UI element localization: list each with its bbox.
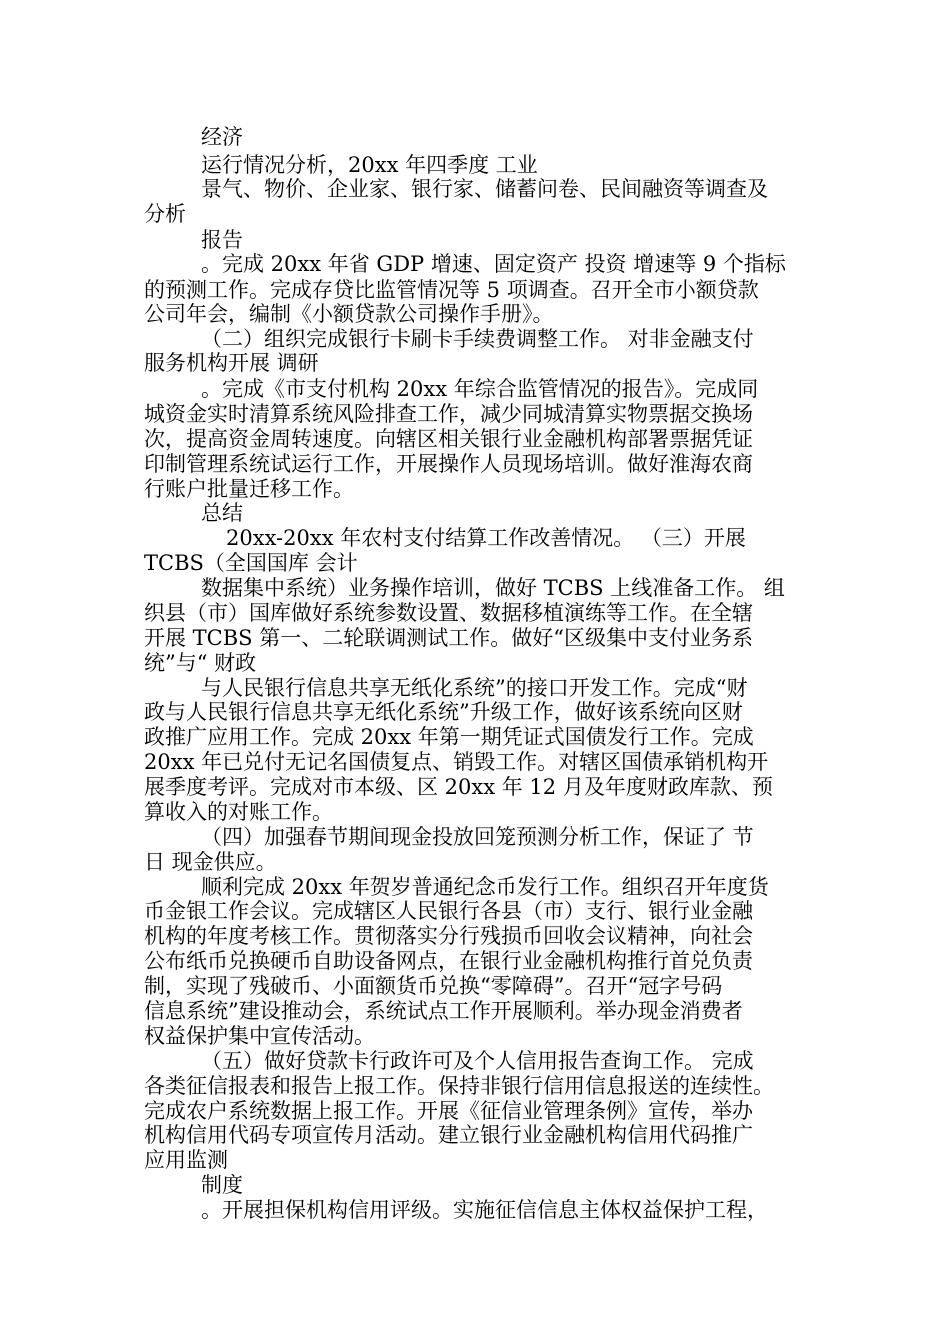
text-line: 印制管理系统试运行工作，开展操作人员现场培训。做好淮海农商 bbox=[144, 452, 753, 476]
text-line: 服务机构开展 调研 bbox=[144, 351, 319, 375]
text-line: 完成农户系统数据上报工作。开展《征信业管理条例》宣传，举办 bbox=[144, 1099, 753, 1123]
text-line: 行账户批量迁移工作。 bbox=[144, 477, 354, 501]
text-line: 数据集中系统）业务操作培训，做好 TCBS 上线准备工作。 组 bbox=[201, 576, 785, 600]
text-line: 报告 bbox=[201, 228, 243, 252]
text-line: 开展 TCBS 第一、二轮联调测试工作。做好“区级集中支付业务系 bbox=[144, 626, 753, 650]
text-line: 公司年会，编制《小额贷款公司操作手册》。 bbox=[144, 302, 554, 326]
text-line: 20xx 年已兑付无记名国债复点、销毁工作。对辖区国债承销机构开 bbox=[144, 750, 769, 774]
text-line: （五）做好贷款卡行政许可及个人信用报告查询工作。 完成 bbox=[201, 1049, 754, 1073]
text-line: 。完成 20xx 年省 GDP 增速、固定资产 投资 增速等 9 个指标 bbox=[201, 252, 786, 276]
text-line: 政推广应用工作。完成 20xx 年第一期凭证式国债发行工作。完成 bbox=[144, 725, 754, 749]
text-line: 顺利完成 20xx 年贺岁普通纪念币发行工作。组织召开年度货 bbox=[201, 875, 769, 899]
text-line: 城资金实时清算系统风险排查工作，减少同城清算实物票据交换场 bbox=[144, 402, 753, 426]
text-line-part: 20xx-20xx 年农村支付结算工作改善情况。 （三）开展 bbox=[226, 526, 746, 550]
text-line: 机构信用代码专项宣传月活动。建立银行业金融机构信用代码推广 bbox=[144, 1123, 753, 1147]
text-line: 公布纸币兑换硬币自助设备网点，在银行业金融机构推行首兑负责 bbox=[144, 949, 753, 973]
text-line: 次，提高资金周转速度。向辖区相关银行业金融机构部署票据凭证 bbox=[144, 427, 753, 451]
text-line bbox=[226, 525, 807, 551]
text-line: 制，实现了残破币、小面额货币兑换“零障碍”。召开“冠字号码 bbox=[144, 974, 723, 998]
text-line: 制度 bbox=[201, 1173, 243, 1197]
text-line: 的预测工作。完成存贷比监管情况等 5 项调查。召开全市小额贷款 bbox=[144, 278, 759, 302]
text-line: 权益保护集中宣传活动。 bbox=[144, 1024, 375, 1048]
text-line: 经济 bbox=[201, 125, 243, 149]
text-line: 算收入的对账工作。 bbox=[144, 800, 333, 824]
text-line: 日 现金供应。 bbox=[144, 850, 277, 874]
text-line: （二）组织完成银行卡刷卡手续费调整工作。 对非金融支付 bbox=[201, 327, 754, 351]
text-line: 织县（市）国库做好系统参数设置、数据移植演练等工作。在全辖 bbox=[144, 601, 753, 625]
text-line: 分析 bbox=[144, 202, 186, 226]
text-line: 。开展担保机构信用评级。实施征信信息主体权益保护工程， bbox=[201, 1198, 768, 1222]
text-line: 政与人民银行信息共享无纸化系统”升级工作，做好该系统向区财 bbox=[144, 700, 743, 724]
text-line: TCBS（全国国库 会计 bbox=[144, 551, 358, 575]
text-line: 币金银工作会议。完成辖区人民银行各县（市）支行、银行业金融 bbox=[144, 899, 753, 923]
text-line: 展季度考评。完成对市本级、区 20xx 年 12 月及年度财政库款、预 bbox=[144, 775, 773, 799]
text-line: （四）加强春节期间现金投放回笼预测分析工作，保证了 节 bbox=[201, 825, 754, 849]
text-line: 总结 bbox=[201, 501, 243, 525]
text-line: 机构的年度考核工作。贯彻落实分行残损币回收会议精神，向社会 bbox=[144, 924, 753, 948]
text-line: 各类征信报表和报告上报工作。保持非银行信用信息报送的连续性。 bbox=[144, 1074, 774, 1098]
text-line: 。完成《市支付机构 20xx 年综合监管情况的报告》。完成同 bbox=[201, 377, 759, 401]
text-line: 景气、物价、企业家、银行家、储蓄问卷、民间融资等调查及 bbox=[201, 177, 768, 201]
text-line: 应用监测 bbox=[144, 1148, 228, 1172]
text-line: 与人民银行信息共享无纸化系统”的接口开发工作。完成“财 bbox=[201, 676, 748, 700]
text-line: 信息系统”建设推动会，系统试点工作开展顺利。举办现金消费者 bbox=[144, 999, 743, 1023]
text-line: 统”与“ 财政 bbox=[144, 651, 257, 675]
text-line: 运行情况分析，20xx 年四季度 工业 bbox=[201, 153, 538, 177]
